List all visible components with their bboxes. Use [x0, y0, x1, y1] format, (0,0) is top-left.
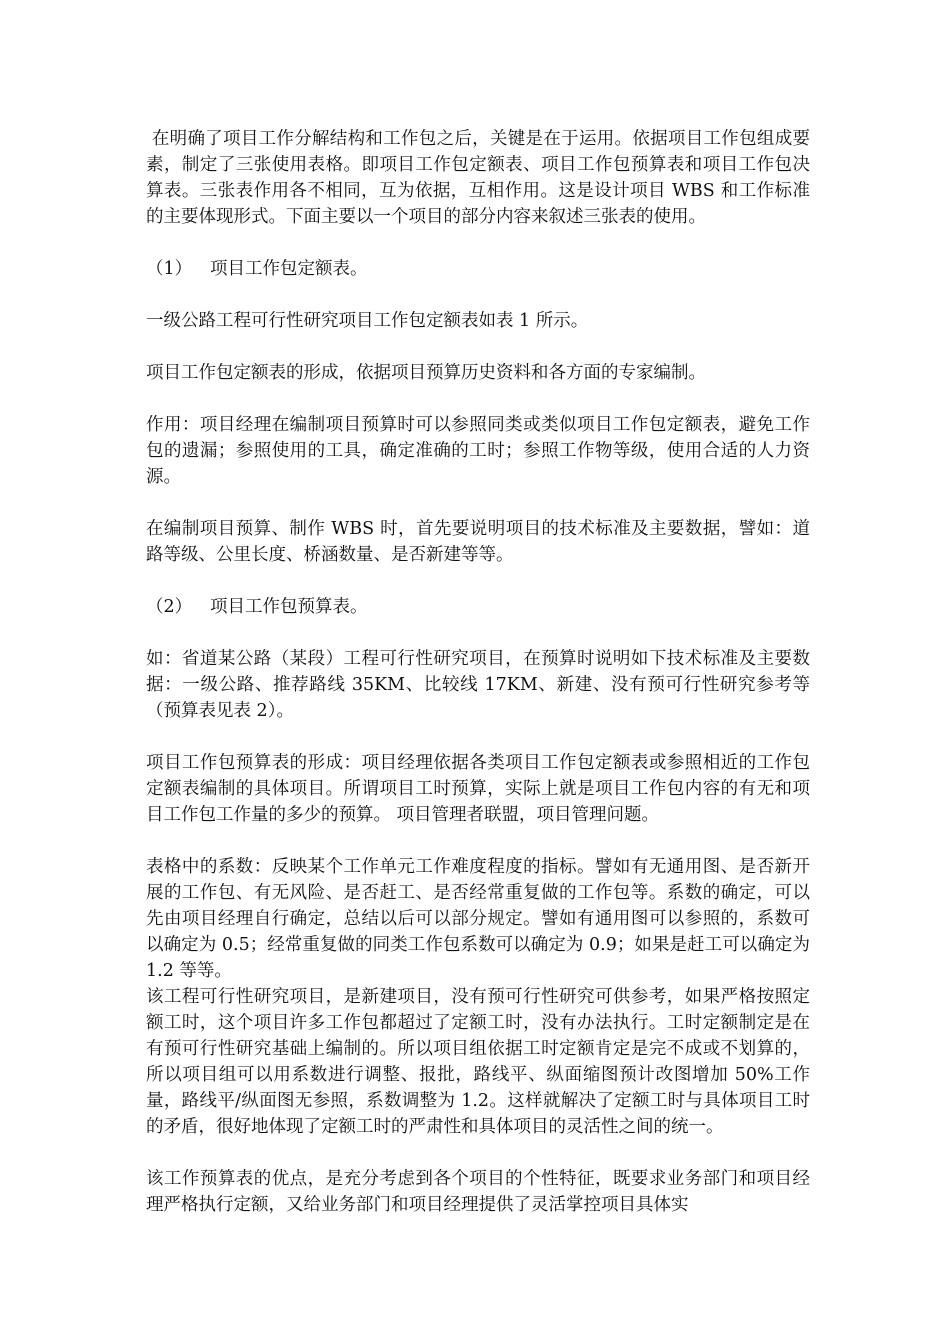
paragraph-budget-table-formation: 项目工作包预算表的形成：项目经理依据各类项目工作包定额表或参照相近的工作包定额表编制的具体项目。所谓项目工时预算，实际上就是项目工作包内容的有无和项目工作包工作量的多少的预算。 项目管理者联盟，项目管理问题。 [146, 753, 810, 825]
document-body [146, 126, 816, 1244]
paragraph-adjustment: 该工程可行性研究项目，是新建项目，没有预可行性研究可供参考，如果严格按照定额工时，这个项目许多工作包都超过了定额工时，没有办法执行。工时定额制定是在有预可行性研究基础上编制的。所以项目组依据工时定额肯定是完不成或不划算的，所以项目组可以用系数进行调整、报批，路线平、纵面缩图预计改图增加 50%工作量，路线平/纵面图无参照，系数调整为 1.2。这样就解决了定额工时与具体项目工时的矛盾，很好地体现了定额工时的严肃性和具体项目的灵活性之间的统一。 [146, 987, 810, 1137]
paragraph-quota-table-purpose: 作用：项目经理在编制项目预算时可以参照同类或类似项目工作包定额表，避免工作包的遗漏；参照使用的工具，确定准确的工时；参照工作物等级，使用合适的人力资源。 [146, 415, 810, 487]
paragraph-coefficient: 表格中的系数：反映某个工作单元工作难度程度的指标。譬如有无通用图、是否新开展的工作包、有无风险、是否赶工、是否经常重复做的工作包等。系数的确定，可以先由项目经理自行确定，总结以后可以部分规定。譬如有通用图可以参照的，系数可以确定为 0.5；经常重复做的同类工作包系数可以确定为 0.9；如果是赶工可以确定为 1.2 等等。 [146, 857, 816, 981]
paragraph-quota-table-intro: 一级公路工程可行性研究项目工作包定额表如表 1 所示。 [146, 311, 589, 331]
section-title-2: 项目工作包预算表。 [210, 597, 368, 617]
section-number-1: （1） [146, 259, 193, 279]
section-heading-2 [146, 594, 810, 620]
section-heading-1 [146, 256, 810, 282]
section-number-2: （2） [146, 597, 193, 617]
section-title-1: 项目工作包定额表。 [210, 259, 368, 279]
paragraph-example-project: 如：省道某公路（某段）工程可行性研究项目，在预算时说明如下技术标准及主要数据：一级公路、推荐路线 35KM、比较线 17KM、新建、没有预可行性研究参考等（预算表见表 2）。 [146, 649, 810, 721]
paragraph-advantages: 该工作预算表的优点，是充分考虑到各个项目的个性特征，既要求业务部门和项目经理严格执行定额，又给业务部门和项目经理提供了灵活掌控项目具体实 [146, 1169, 810, 1215]
paragraph-intro: 在明确了项目工作分解结构和工作包之后，关键是在于运用。依据项目工作包组成要素，制定了三张使用表格。即项目工作包定额表、项目工作包预算表和项目工作包决算表。三张表作用各不相同，互为依据，互相作用。这是设计项目 WBS 和工作标准的主要体现形式。下面主要以一个项目的部分内容来叙述三张表的使用。 [146, 129, 810, 227]
paragraph-wbs-standards: 在编制项目预算、制作 WBS 时，首先要说明项目的技术标准及主要数据，譬如：道路等级、公里长度、桥涵数量、是否新建等等。 [146, 519, 810, 565]
paragraph-quota-table-formation: 项目工作包定额表的形成，依据项目预算历史资料和各方面的专家编制。 [146, 363, 706, 383]
